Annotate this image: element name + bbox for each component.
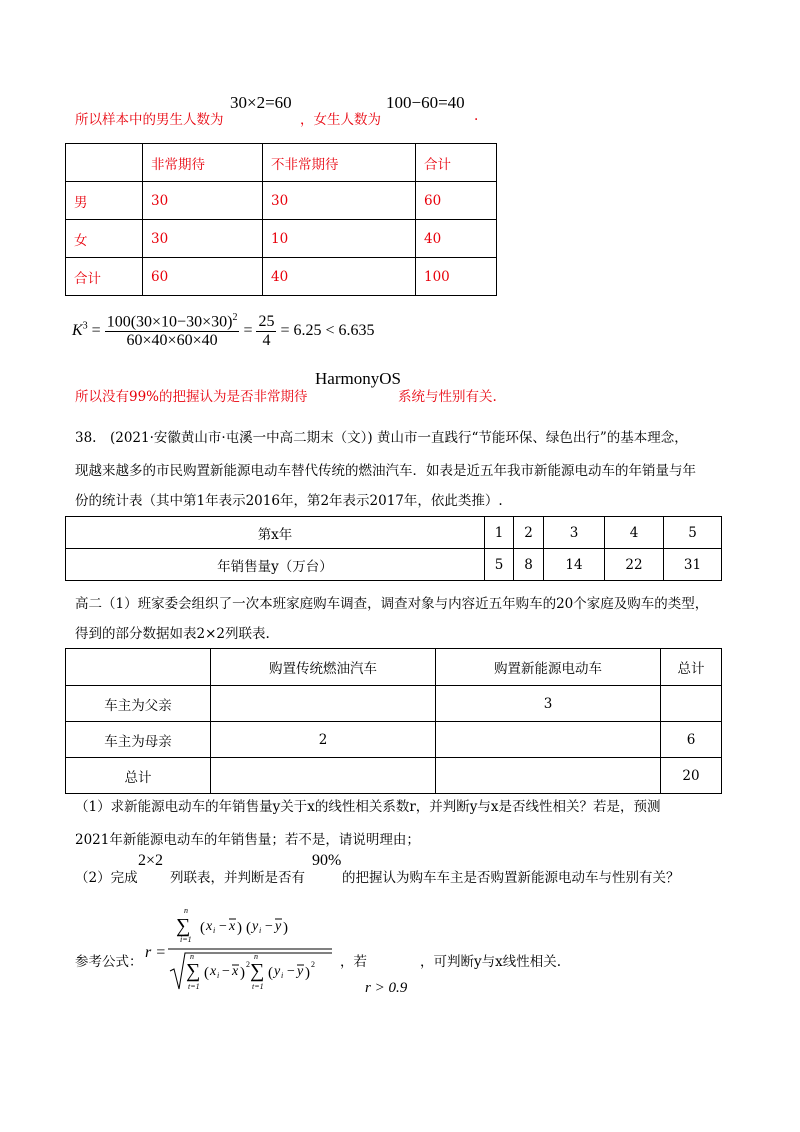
- problem-38-line-3: 份的统计表（其中第1年表示2016年，第2年表示2017年，依此类推）.: [75, 493, 503, 509]
- table-cell: 男: [66, 182, 143, 220]
- svg-text:(: (: [200, 920, 205, 936]
- svg-text:t=1: t=1: [188, 982, 200, 991]
- table-cell: 总计: [66, 758, 211, 794]
- table-header-cell: [66, 144, 143, 182]
- table-row: [66, 517, 722, 549]
- table-header-cell: 非常期待: [143, 144, 263, 182]
- row-label-sales: 年销售量y（万台）: [66, 549, 485, 581]
- svg-text:y: y: [275, 919, 282, 934]
- row-label-year: 第x年: [66, 517, 485, 549]
- survey-line-2: 得到的部分数据如表2×2列联表.: [75, 626, 270, 642]
- table-row: [66, 549, 722, 581]
- table-cell: 车主为父亲: [66, 686, 211, 722]
- svg-text:∑: ∑: [186, 960, 201, 982]
- table-cell: 100: [416, 258, 497, 296]
- table-cell: [436, 722, 661, 758]
- svg-text:−: −: [222, 964, 230, 979]
- svg-text:∑: ∑: [250, 960, 265, 982]
- k-exponent: 3: [82, 320, 88, 332]
- svg-text:2: 2: [246, 960, 250, 969]
- k-fraction-simplified: [256, 313, 276, 350]
- reference-label: 参考公式：: [75, 954, 143, 970]
- k-denominator: 60×40×60×40: [126, 332, 218, 350]
- svg-text:): ): [283, 920, 288, 936]
- svg-text:t=1: t=1: [252, 982, 264, 991]
- table-cell: 3: [436, 686, 661, 722]
- k-result: = 6.25 < 6.635: [280, 321, 375, 339]
- correlation-formula: [166, 905, 346, 995]
- table-cell: [211, 758, 436, 794]
- table-row: [66, 220, 497, 258]
- table-cell: 31: [664, 549, 722, 581]
- problem-38-line-2: 现越来越多的市民购置新能源电动车替代传统的燃油汽车．如表是近五年我市新能源电动车的年销量与年: [75, 463, 696, 479]
- k-numerator-exponent: 2: [232, 312, 238, 323]
- svg-text:y: y: [297, 964, 304, 979]
- question-2-prefix: （2）完成: [75, 870, 138, 886]
- svg-text:i: i: [213, 926, 216, 935]
- table-cell: 2: [514, 517, 544, 549]
- table-cell: 5: [664, 517, 722, 549]
- svg-text:−: −: [287, 964, 295, 979]
- table-row: [66, 758, 722, 794]
- reference-conclusion: ，可判断y与x线性相关.: [420, 954, 562, 970]
- svg-text:−: −: [265, 919, 273, 934]
- table-cell: 8: [514, 549, 544, 581]
- table-cell: 3: [544, 517, 605, 549]
- table-cell: 2: [211, 722, 436, 758]
- table-cell: 合计: [66, 258, 143, 296]
- conclusion-prefix: 所以没有99%的把握认为是否非常期待: [75, 389, 308, 405]
- contingency-table: [65, 648, 722, 794]
- survey-line-1: 高二（1）班家委会组织了一次本班家庭购车调查，调查对象与内容近五年购车的20个家庭及购车的类型，: [75, 596, 709, 612]
- svg-text:∑: ∑: [176, 915, 191, 937]
- table-cell: 40: [416, 220, 497, 258]
- table-header-cell: 不非常期待: [263, 144, 416, 182]
- k-fraction: [105, 312, 240, 350]
- svg-text:(: (: [246, 920, 251, 936]
- r-symbol: [145, 944, 166, 962]
- harmonyos-text: HarmonyOS: [315, 369, 401, 388]
- k-symbol: K: [72, 321, 83, 339]
- table-cell: 1: [485, 517, 514, 549]
- table-row: [66, 686, 722, 722]
- svg-text:2: 2: [311, 960, 315, 969]
- table-row: [66, 182, 497, 220]
- svg-text:x: x: [210, 964, 217, 979]
- table-cell: 6: [661, 722, 722, 758]
- svg-text:i=1: i=1: [180, 935, 192, 944]
- table-cell: [661, 686, 722, 722]
- svg-text:y: y: [274, 964, 281, 979]
- gender-expectation-table: [65, 143, 497, 296]
- question-2-percentage: 90%: [312, 852, 342, 869]
- answer-end: .: [474, 108, 479, 124]
- svg-text:−: −: [219, 919, 227, 934]
- svg-text:(: (: [268, 965, 273, 981]
- svg-text:n: n: [184, 906, 188, 915]
- table-cell: 30: [143, 182, 263, 220]
- table-row: [66, 258, 497, 296]
- answer-mid: ，女生人数为: [300, 112, 381, 128]
- k-numerator: 100(30×10−30×30): [106, 313, 233, 331]
- table-cell: 20: [661, 758, 722, 794]
- equation-girls: 100−60=40: [386, 93, 465, 112]
- table-cell: [436, 758, 661, 794]
- svg-text:x: x: [229, 919, 236, 934]
- svg-text:i: i: [259, 926, 262, 935]
- svg-text:): ): [240, 965, 245, 981]
- table-cell: 60: [143, 258, 263, 296]
- svg-text:i: i: [281, 971, 284, 980]
- svg-text:): ): [237, 920, 242, 936]
- question-1-line-1: （1）求新能源电动车的年销售量y关于x的线性相关系数r，并判断y与x是否线性相关？若是，预测: [75, 799, 661, 815]
- r-condition: r > 0.9: [365, 980, 408, 996]
- equation-boys: 30×2=60: [230, 93, 292, 112]
- yearly-sales-table: [65, 516, 722, 581]
- k-simplified-denominator: 4: [262, 331, 271, 349]
- r-equals: r =: [145, 944, 167, 961]
- table-cell: 5: [485, 549, 514, 581]
- svg-text:(: (: [204, 965, 209, 981]
- table-header-cell: [66, 649, 211, 686]
- svg-text:y: y: [252, 919, 259, 934]
- table-cell: 14: [544, 549, 605, 581]
- table-cell: 22: [605, 549, 664, 581]
- question-1-line-2: 2021年新能源电动车的年销售量；若不是，请说明理由；: [75, 832, 420, 848]
- table-cell: [211, 686, 436, 722]
- table-header-cell: 合计: [416, 144, 497, 182]
- question-2-mid: 列联表，并判断是否有: [170, 870, 305, 886]
- table-row: [66, 722, 722, 758]
- svg-text:x: x: [206, 919, 213, 934]
- svg-text:x: x: [232, 964, 239, 979]
- table-cell: 40: [263, 258, 416, 296]
- answer-text-1: [75, 108, 224, 128]
- question-2-suffix: 的把握认为购车车主是否购置新能源电动车与性别有关？: [342, 870, 680, 886]
- k-squared-formula: $K^3$ = $\frac{100(30\times 10-30\times 30)^2}{60\times 40\times 60\times 40}$ = $\frac{25}{4}$ = 6.25 < 6.635: [72, 312, 375, 350]
- problem-38-line-1: 38. (2021·安徽黄山市·屯溪一中高二期末（文）) 黄山市一直践行“节能环保、绿色出行”的基本理念，: [75, 430, 688, 446]
- table-header-cell: 总计: [661, 649, 722, 686]
- question-2-table-size: 2×2: [138, 852, 164, 869]
- k-simplified-numerator: 25: [258, 312, 275, 330]
- table-header-cell: 购置传统燃油汽车: [211, 649, 436, 686]
- table-cell: 60: [416, 182, 497, 220]
- reference-if: ，若: [340, 954, 367, 970]
- table-cell: 女: [66, 220, 143, 258]
- answer-prefix: 所以样本中的男生人数为: [75, 112, 224, 128]
- svg-text:): ): [305, 965, 310, 981]
- svg-text:n: n: [190, 952, 194, 961]
- conclusion-suffix: 系统与性别有关.: [398, 389, 497, 405]
- table-cell: 4: [605, 517, 664, 549]
- svg-text:i: i: [217, 971, 220, 980]
- table-cell: 车主为母亲: [66, 722, 211, 758]
- table-cell: 30: [263, 182, 416, 220]
- reference-condition: [365, 980, 407, 997]
- svg-text:n: n: [254, 952, 258, 961]
- table-cell: 30: [143, 220, 263, 258]
- table-header-cell: 购置新能源电动车: [436, 649, 661, 686]
- table-cell: 10: [263, 220, 416, 258]
